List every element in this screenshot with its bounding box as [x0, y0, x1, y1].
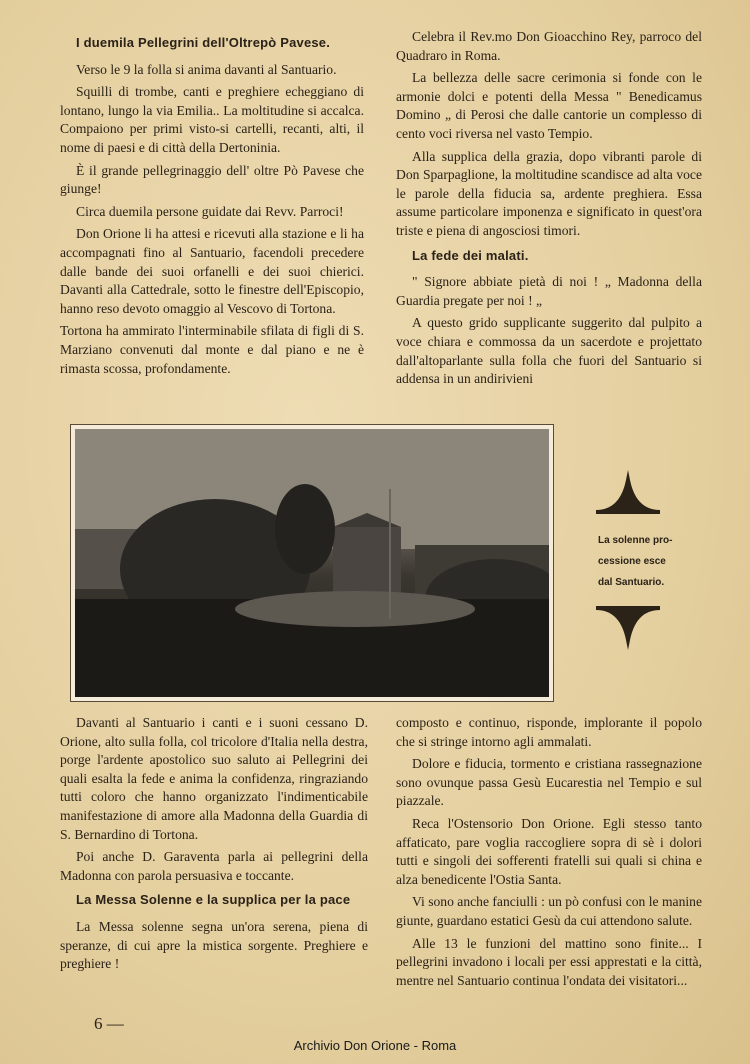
paragraph: Reca l'Ostensorio Don Orione. Egli stesso tanto affaticato, pare voglia raccogliere sopra di sè i dolori tutti e singoli dei sofferenti fratelli sui quali si china e alza benedicente l'Ostia Santa.: [396, 815, 702, 887]
caption-line: dal Santuario.: [598, 577, 665, 588]
section-heading-pilgrims: I duemila Pellegrini dell'Oltrepò Pavese.: [76, 35, 331, 50]
photo-image: [75, 429, 549, 697]
paragraph: Davanti al Santuario i canti e i suoni cessano D. Orione, alto sulla folla, col tricolore d'Italia nella destra, porge l'ardente apostolico suo saluto ai Pellegrini dei quali esalta la fede e anima la confidenza, ringraziando tutti coloro che hanno organizzato l'indimenticabile manifestazione di amore alla Madonna della Guardia di S. Bernardino di Tortona.: [60, 715, 368, 842]
paragraph: È il grande pellegrinaggio dell' oltre Pò Pavese che giunge!: [60, 162, 364, 197]
paragraph: Vi sono anche fanciulli : un pò confusi con le manine giunte, guardano estatici Gesù da cui attendono salute.: [396, 894, 702, 928]
paragraph: Poi anche D. Garaventa parla ai pellegrini della Madonna con parola persuasiva e toccante.: [60, 849, 368, 883]
section-heading-mass: La Messa Solenne e la supplica per la pace: [76, 892, 351, 908]
paragraph: Alle 13 le funzioni del mattino sono finite... I pellegrini invadono i locali per essi apprestati e la città, mentre nel Santuario continua l'ondata dei visitatori...: [396, 935, 702, 988]
archive-footer: Archivio Don Orione - Roma: [293, 1038, 457, 1053]
paragraph: Celebra il Rev.mo Don Gioacchino Rey, parroco del Quadraro in Roma.: [396, 29, 702, 63]
paragraph: La Messa solenne segna un'ora serena, piena di speranze, di cui apre la mistica sorgente. Preghiere e preghiere !: [60, 918, 368, 972]
paragraph: Verso le 9 la folla si anima davanti al Santuario.: [76, 61, 337, 77]
column-bottom-right: [396, 714, 702, 994]
caption-line: La solenne pro-: [598, 535, 673, 546]
paragraph: composto e continuo, risponde, implorante il popolo che si stringe intorno agli ammalati.: [396, 715, 702, 749]
ornament-bottom-icon: [596, 604, 660, 650]
paragraph: Circa duemila persone guidate dai Revv. Parroci!: [76, 203, 344, 219]
section-heading-faith: La fede dei malati.: [412, 247, 529, 263]
photo-illustration: [75, 429, 549, 697]
paragraph: A questo grido supplicante suggerito dal pulpito a voce chiara e commossa da un sacerdote e projettato dall'altoparlante sulla folla che fuori del Santuario si addensa in un andirivieni: [396, 315, 702, 387]
paragraph: La bellezza delle sacre cerimonia si fonde con le armonie dolci e potenti della Messa " Benedicamus Domino „ di Perosi che dalle cantorie un complesso di cento voci riversa nel vasto Tempio.: [396, 70, 702, 141]
column-bottom-left: [60, 714, 368, 978]
procession-photo: [70, 424, 554, 702]
paragraph: Dolore e fiducia, tormento e cristiana rassegnazione sono ovunque passa Gesù Eucarestia nel Tempio e sul piazzale.: [396, 756, 702, 809]
page-number: 6 —: [94, 1014, 124, 1033]
caption-line: cessione esce: [598, 556, 666, 567]
paragraph: Squilli di trombe, canti e preghiere echeggiano di lontano, lungo la via Emilia.. La moltitudine si accalca. Compaiono per primi visto-si cartelli, recanti, alti, il nome di paesi e di città della Dertoninia.: [60, 84, 364, 155]
photo-caption: [598, 530, 708, 593]
paragraph: Don Orione li ha attesi e ricevuti alla stazione e li ha accompagnati fino al Santuario, facendoli precedere dalle bande dei suoi orfanelli e dei suoi chierici. Davanti alla Cattedrale, sotto le finestre dell'Episcopio, hanno reso devoto omaggio al Vescovo di Tortona.: [60, 226, 364, 316]
paragraph: Alla supplica della grazia, dopo vibranti parole di Don Sparpaglione, la moltitudine scandisce ad alta voce le parole della fiducia sa, ardente preghiera. Essa assume particolare imponenza e significato in quest'ora triste e piena di angosciosi timori.: [396, 148, 702, 238]
column-top-left: [60, 28, 364, 382]
ornament-top-icon: [596, 470, 660, 516]
paragraph: " Signore abbiate pietà di noi ! „ Madonna della Guardia pregate per noi ! „: [396, 274, 702, 308]
column-top-right: [396, 28, 702, 393]
paragraph: Tortona ha ammirato l'interminabile sfilata di figli di S. Marziano convenuti dal monte e dal piano e ne è rimasta scossa, profondamente.: [60, 323, 364, 376]
